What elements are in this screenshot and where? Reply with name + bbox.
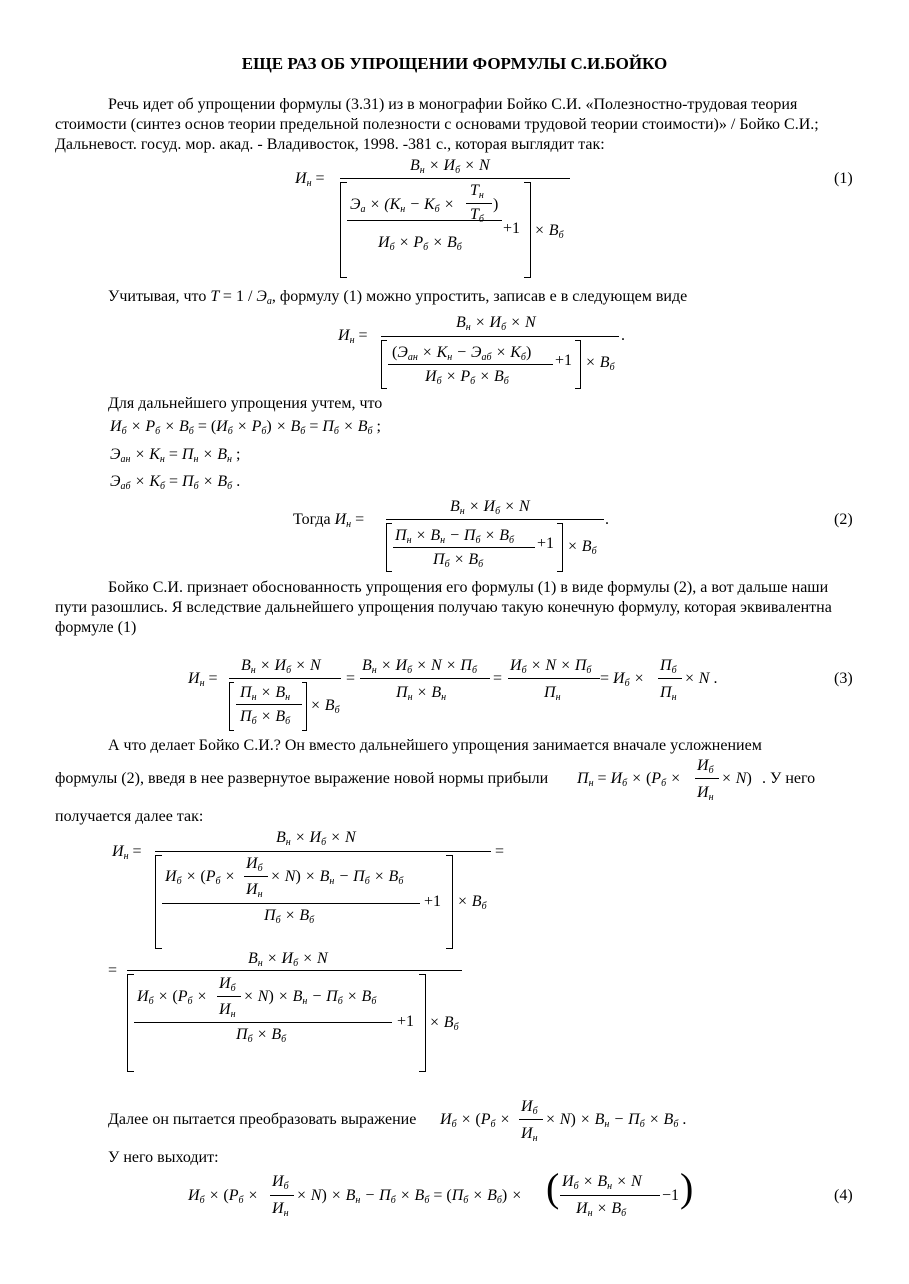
further-text: Для дальнейшего упрощения учтем, что bbox=[108, 395, 383, 412]
identity-2: $Э_{ан} \times К_н = П_н \times В_н$ ; bbox=[110, 446, 241, 465]
what-text-b: формулы (2), введя в нее развернутое выражение новой нормы прибыли bbox=[55, 770, 549, 787]
equation-number-2: (2) bbox=[834, 511, 853, 528]
next-text: Далее он пытается преобразовать выражение bbox=[108, 1111, 417, 1128]
identity-1: $И_б \times Р_б \times В_б = (И_б \times Р_б) \times В_б = П_б \times В_б$ ; bbox=[110, 418, 381, 437]
equation-number-1: (1) bbox=[834, 170, 853, 187]
what-text-c: . У него bbox=[762, 770, 816, 787]
then-text: Тогда bbox=[293, 511, 331, 528]
considering-text-b: , формулу (1) можно упростить, записав е в следующем виде bbox=[271, 288, 688, 305]
considering-text-a: Учитывая, что bbox=[108, 288, 207, 305]
what-text-a: А что делает Бойко С.И.? Он вместо дальнейшего упрощения занимается вначале усложнением bbox=[108, 737, 762, 754]
document-page: ЕЩЕ РАЗ ОБ УПРОЩЕНИИ ФОРМУЛЫ С.И.БОЙКО Речь идет об упрощении формулы (3.31) из в монографии Бойко С.И. «Полезностно-трудовая теория стоимости (синтез основ теории предельной полезности с основами трудовой теории стоимости)» / Бойко С.И.; Дальневост. госуд. мор. акад. - Владивосток, 1998. -381 с., которая выглядит так: $И_н$ = $В_н \times И_б \times N$ $Э_а \times (К_н - К_б$ × $Т_н$ $Т_б$ ) $И_б \times Р_б \times В_б$ +1 × $В_б$ (1) Учитывая, что $T = 1 / Э_а$, формулу (1) можно упростить, записав е в следующем виде $И_н$ = $В_н \times И_б \times N$ $(Э_{ан} \times К_н - Э_{аб} \times К_б)$ $И_б \times Р_б \times В_б$ +1 × $В_б$ . Для дальнейшего упрощения учтем, что $И_б \times Р_б \times В_б = (И_б \times Р_б) \times В_б = П_б \times В_б$ ; $Э_{ан} \times К_н = П_н \times В_н$ ; $Э_{аб} \times К_б = П_б \times В_б$ . Тогда $И_н$ = $В_н \times И_б \times N$ $П_н \times В_н - П_б \times В_б$ $П_б \times В_б$ +1 × $В_б$ . (2) Бойко С.И. признает обоснованность упрощения его формулы (1) в виде формулы (2), а вот дальше наши пути разошлись. Я вследствие дальнейшего упрощения получаю такую конечную формулу, которая эквивалентна формуле (1) $И_н$ = $В_н \times И_б \times N$ $П_н \times В_н$ $П_б \times В_б$ × $В_б$ = $В_н \times И_б \times N \times П_б$ $П_н \times В_н$ = $И_б \times N \times П_б$ $П_н$ = $И_б$ × $П_б$ $П_н$ × N . (3) А что делает Бойко С.И.? Он вместо дальнейшего упрощения занимается вначале усложнением формулы (2), введя в нее развернутое выражение новой нормы прибыли $П_н = И_б \times (Р_б$ × $И_б$ $И_н$ × N) . У него получается далее так: $И_н$ = $В_н \times И_б \times N$ = $И_б \times (Р_б$ × $И_б$ $И_н$ × $N) \times В_н - П_б \times В_б$ $П_б \times В_б$ +1 × $В_б$ = $В_н \times И_б \times N$ $И_б \times (Р_б$ × $И_б$ $И_н$ × $N) \times В_н - П_б \times В_б$ $П_б \times В_б$ +1 × $В_б$ Далее он пытается преобразовать выражение $И_б \times (Р_б$ × $И_б$ $И_н$ × $N) \times В_н - П_б \times В_б$ . У него выходит: $И_б \times (Р_б$ × $И_б$ $И_н$ × $N) \times В_н - П_б \times В_б = (П_б \times В_б)$ × ( $И_б \times В_н \times N$ $И_н \times В_б$ −1 ) (4) bbox=[0, 0, 909, 1284]
identity-3: $Э_{аб} \times К_б = П_б \times В_б$ . bbox=[110, 473, 241, 492]
intro-paragraph: Речь идет об упрощении формулы (3.31) из в монографии Бойко С.И. «Полезностно-трудовая теория стоимости (синтез основ теории предельной полезности с основами трудовой теории стоимости)» / Бойко С.И.; Дальневост. госуд. мор. акад. - Владивосток, 1998. -381 с., которая выглядит так: bbox=[55, 96, 819, 153]
what-line-b bbox=[55, 770, 548, 788]
gets-text: получается далее так: bbox=[55, 808, 204, 825]
equation-number-4: (4) bbox=[834, 1187, 853, 1204]
considering-line: Учитывая, что $T = 1 / Э_а$, формулу (1) можно упростить, записав е в следующем виде bbox=[108, 288, 688, 307]
boyko-paragraph: Бойко С.И. признает обоснованность упрощения его формулы (1) в виде формулы (2), а вот дальше наши пути разошлись. Я вследствие дальнейшего упрощения получаю такую конечную формулу, которая эквивалентна формуле (1) bbox=[55, 579, 832, 636]
he-gets-text: У него выходит: bbox=[108, 1149, 219, 1166]
equation-number-3: (3) bbox=[834, 670, 853, 687]
page-title: ЕЩЕ РАЗ ОБ УПРОЩЕНИИ ФОРМУЛЫ С.И.БОЙКО bbox=[241, 54, 668, 73]
